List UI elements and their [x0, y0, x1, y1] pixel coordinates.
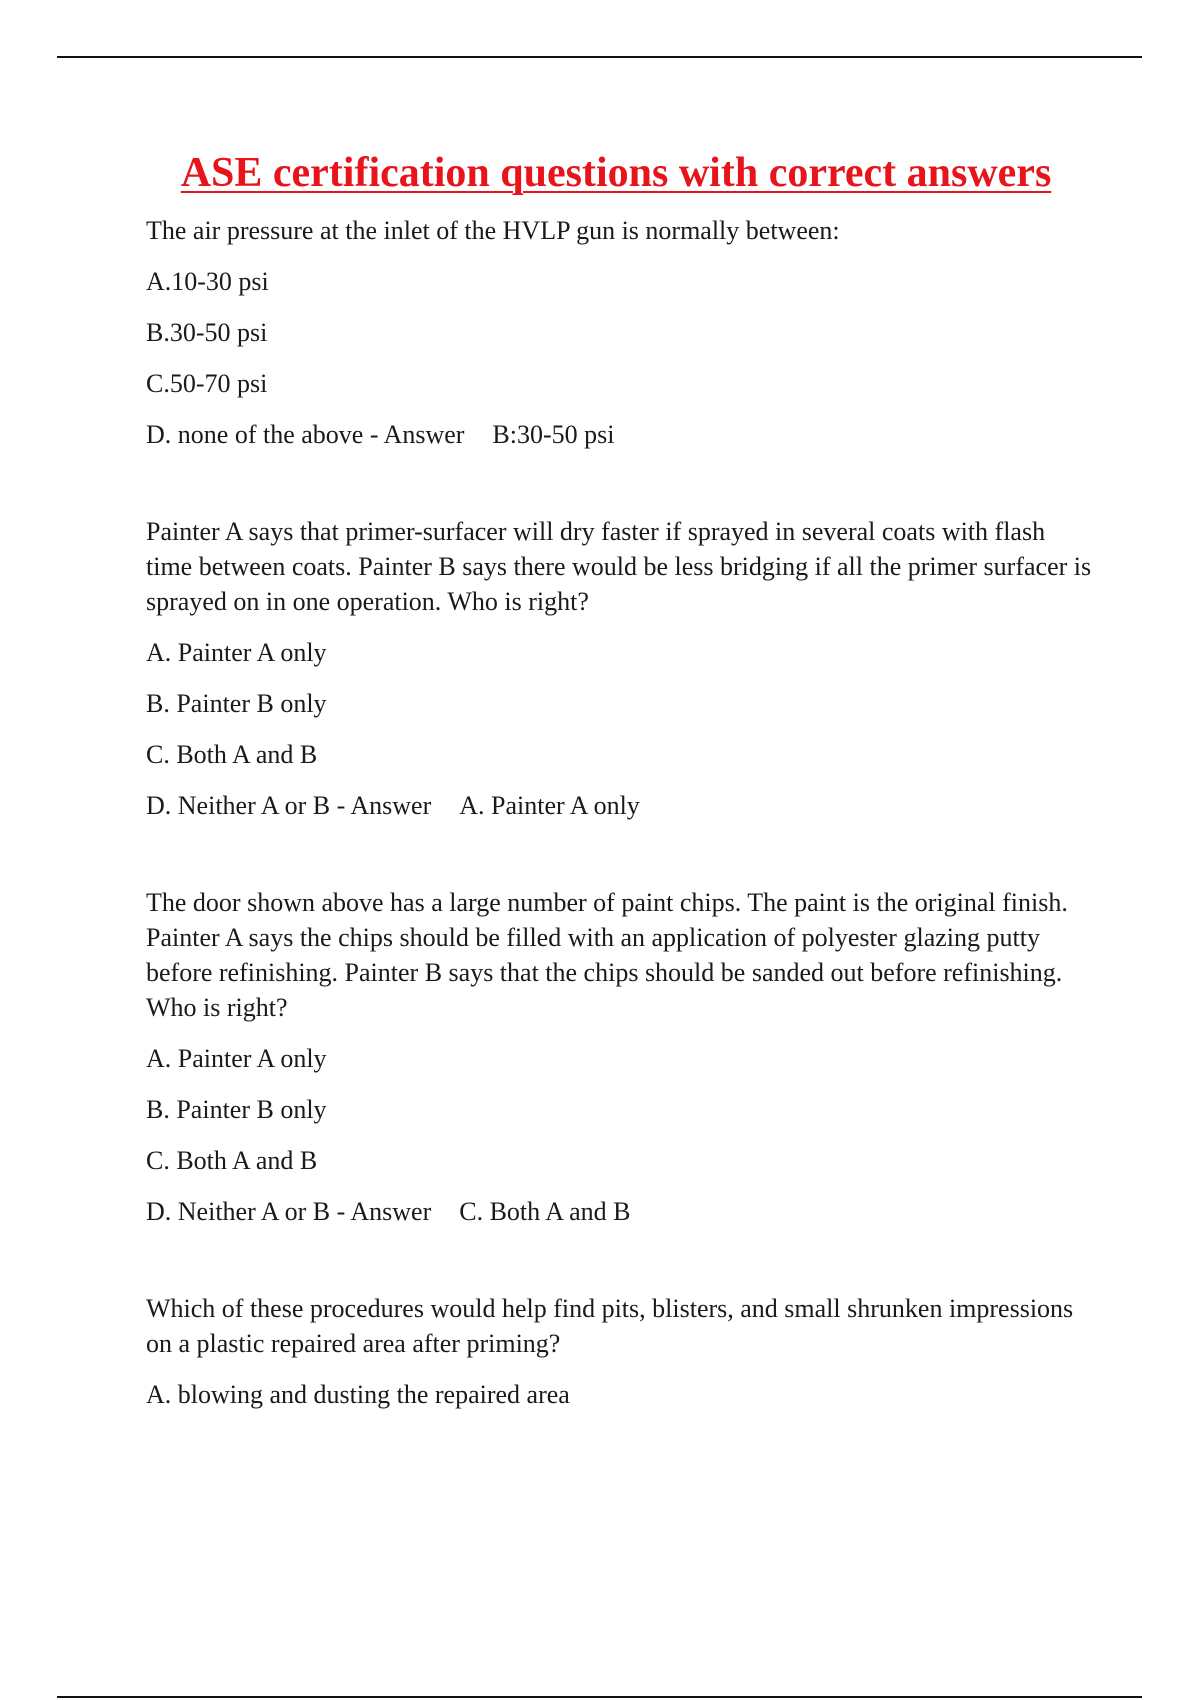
document-body	[146, 213, 1096, 1412]
answer-option-text: D. Neither A or B	[146, 1197, 331, 1226]
answer-option-text: D. Neither A or B	[146, 791, 331, 820]
answer-option-with-answer	[146, 1194, 1096, 1229]
answer-option-text: D. none of the above	[146, 420, 364, 449]
question-block-1	[146, 213, 1096, 452]
answer-option: A. blowing and dusting the repaired area	[146, 1380, 570, 1409]
answer-label: - Answer	[330, 791, 432, 820]
correct-answer: C. Both A and B	[459, 1197, 631, 1226]
answer-option: B. Painter B only	[146, 689, 327, 718]
question-text: Which of these procedures would help find pits, blisters, and small shrunken impressions on a plastic repaired area after priming?	[146, 1294, 1074, 1358]
answer-label: - Answer	[330, 1197, 432, 1226]
question-block-3	[146, 885, 1096, 1229]
answer-label: - Answer	[363, 420, 465, 449]
page-title: ASE certification questions with correct answers	[180, 150, 1052, 196]
answer-option: A. Painter A only	[146, 638, 327, 667]
bottom-rule	[57, 1696, 1142, 1698]
question-block-4	[146, 1291, 1096, 1412]
answer-option: A. Painter A only	[146, 1044, 327, 1073]
answer-option-with-answer	[146, 417, 1096, 452]
correct-answer: A. Painter A only	[459, 791, 640, 820]
question-text: Painter A says that primer-surfacer will dry faster if sprayed in several coats with flash time between coats. Painter B says there would be less bridging if all the primer surfacer is sprayed on in one operation. Who is right?	[146, 517, 1092, 616]
answer-option: A.10-30 psi	[146, 267, 269, 296]
correct-answer: B:30-50 psi	[492, 420, 615, 449]
answer-option: C.50-70 psi	[146, 369, 268, 398]
top-rule	[57, 56, 1142, 58]
question-text: The door shown above has a large number of paint chips. The paint is the original finish. Painter A says the chips should be filled with an application of polyester glazing putty before refinishing. Painter B says that the chips should be sanded out before refinishing. Who is right?	[146, 888, 1068, 1022]
answer-option-with-answer	[146, 788, 1096, 823]
answer-option: B.30-50 psi	[146, 318, 268, 347]
answer-option: C. Both A and B	[146, 1146, 318, 1175]
answer-option: C. Both A and B	[146, 740, 318, 769]
answer-option: B. Painter B only	[146, 1095, 327, 1124]
question-text: The air pressure at the inlet of the HVLP gun is normally between:	[146, 216, 840, 245]
question-block-2	[146, 514, 1096, 823]
